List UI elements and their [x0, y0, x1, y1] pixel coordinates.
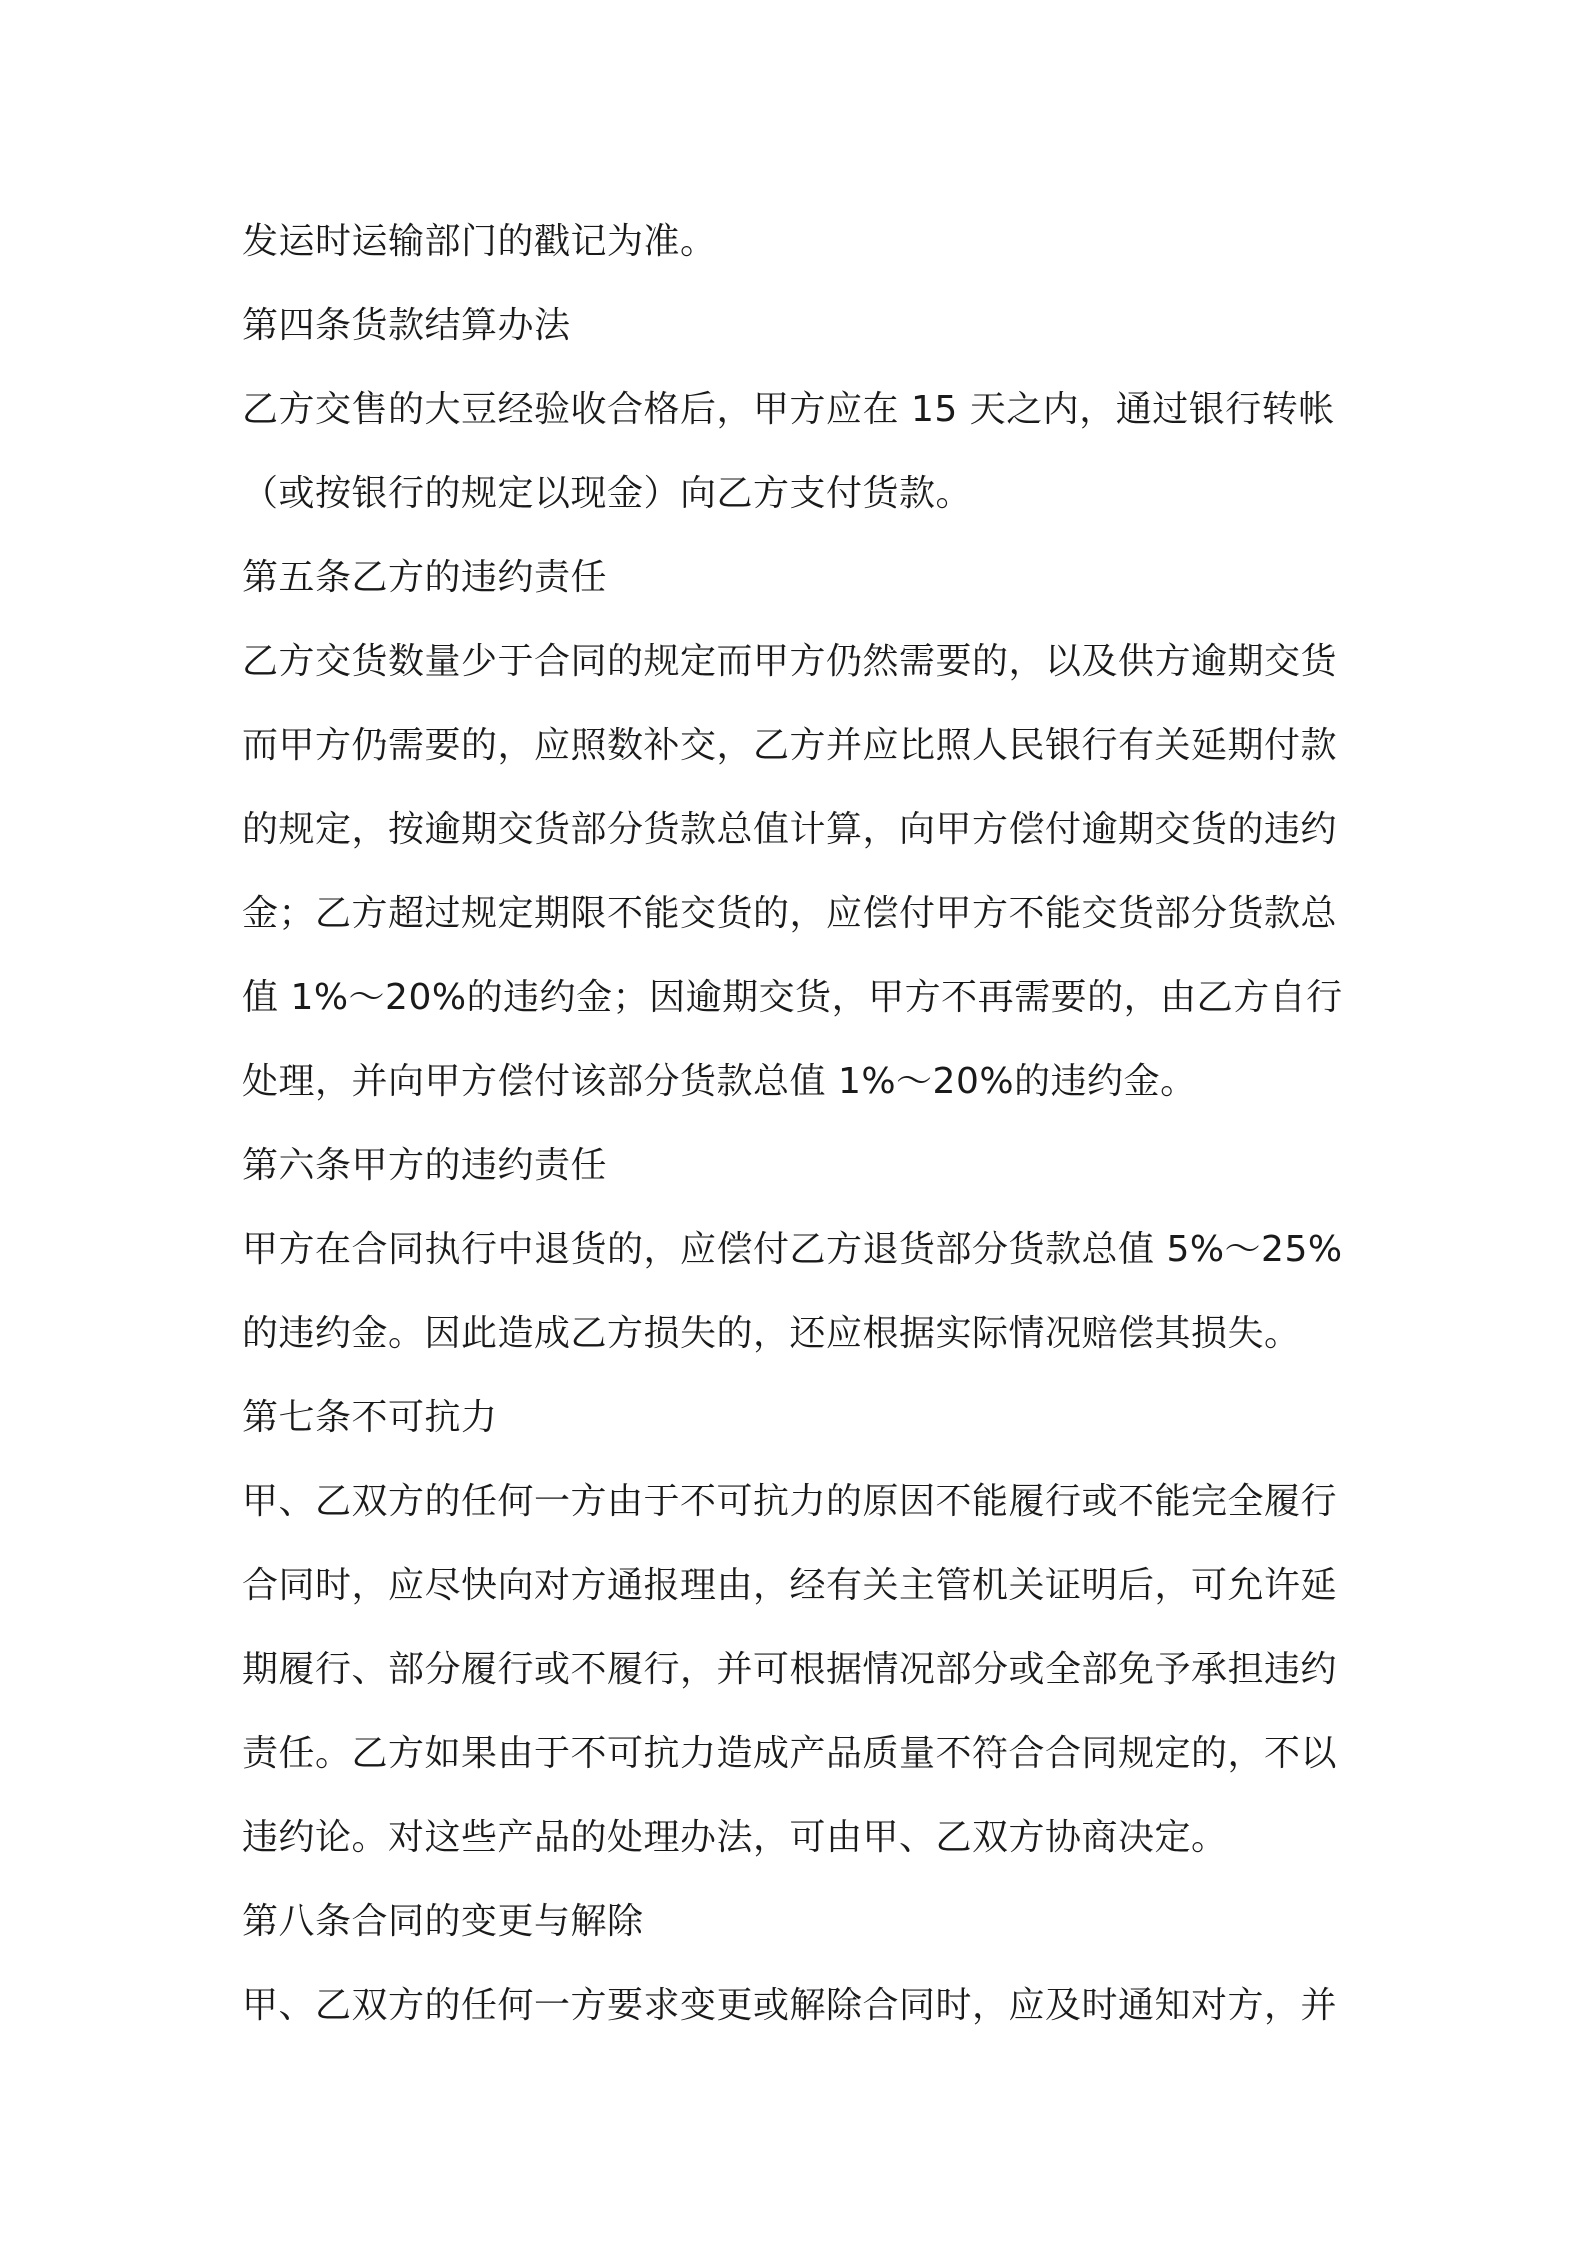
- paragraph-line: 甲、乙双方的任何一方要求变更或解除合同时，应及时通知对方，并: [242, 1985, 1338, 2026]
- paragraph-line: 合同时，应尽快向对方通报理由，经有关主管机关证明后，可允许延: [242, 1565, 1338, 1606]
- paragraph-line: 责任。乙方如果由于不可抗力造成产品质量不符合合同规定的，不以: [242, 1733, 1338, 1774]
- paragraph-line: 值 1%～20%的违约金；因逾期交货，甲方不再需要的，由乙方自行: [242, 977, 1343, 1018]
- article-heading-7: 第七条不可抗力: [242, 1397, 498, 1438]
- document-body: [242, 200, 1362, 2048]
- article-heading-4: 第四条货款结算办法: [242, 305, 571, 346]
- paragraph-line: 金；乙方超过规定期限不能交货的，应偿付甲方不能交货部分货款总: [242, 893, 1338, 934]
- paragraph-line: 甲、乙双方的任何一方由于不可抗力的原因不能履行或不能完全履行: [242, 1481, 1338, 1522]
- paragraph-line: 的违约金。因此造成乙方损失的，还应根据实际情况赔偿其损失。: [242, 1313, 1301, 1354]
- paragraph-line: 处理，并向甲方偿付该部分货款总值 1%～20%的违约金。: [242, 1061, 1197, 1102]
- article-heading-8: 第八条合同的变更与解除: [242, 1901, 644, 1942]
- paragraph-line: 甲方在合同执行中退货的，应偿付乙方退货部分货款总值 5%～25%: [242, 1229, 1343, 1270]
- paragraph-line: 乙方交售的大豆经验收合格后，甲方应在 15 天之内，通过银行转帐: [242, 389, 1335, 430]
- paragraph-line: 乙方交货数量少于合同的规定而甲方仍然需要的，以及供方逾期交货: [242, 641, 1338, 682]
- article-heading-5: 第五条乙方的违约责任: [242, 557, 608, 598]
- paragraph-line: 发运时运输部门的戳记为准。: [242, 221, 717, 262]
- paragraph-line: 而甲方仍需要的，应照数补交，乙方并应比照人民银行有关延期付款: [242, 725, 1338, 766]
- paragraph-line: （或按银行的规定以现金）向乙方支付货款。: [242, 473, 973, 514]
- paragraph-line: 违约论。对这些产品的处理办法，可由甲、乙双方协商决定。: [242, 1817, 1228, 1858]
- paragraph-line: 的规定，按逾期交货部分货款总值计算，向甲方偿付逾期交货的违约: [242, 809, 1338, 850]
- article-heading-6: 第六条甲方的违约责任: [242, 1145, 608, 1186]
- paragraph-line: 期履行、部分履行或不履行，并可根据情况部分或全部免予承担违约: [242, 1649, 1338, 1690]
